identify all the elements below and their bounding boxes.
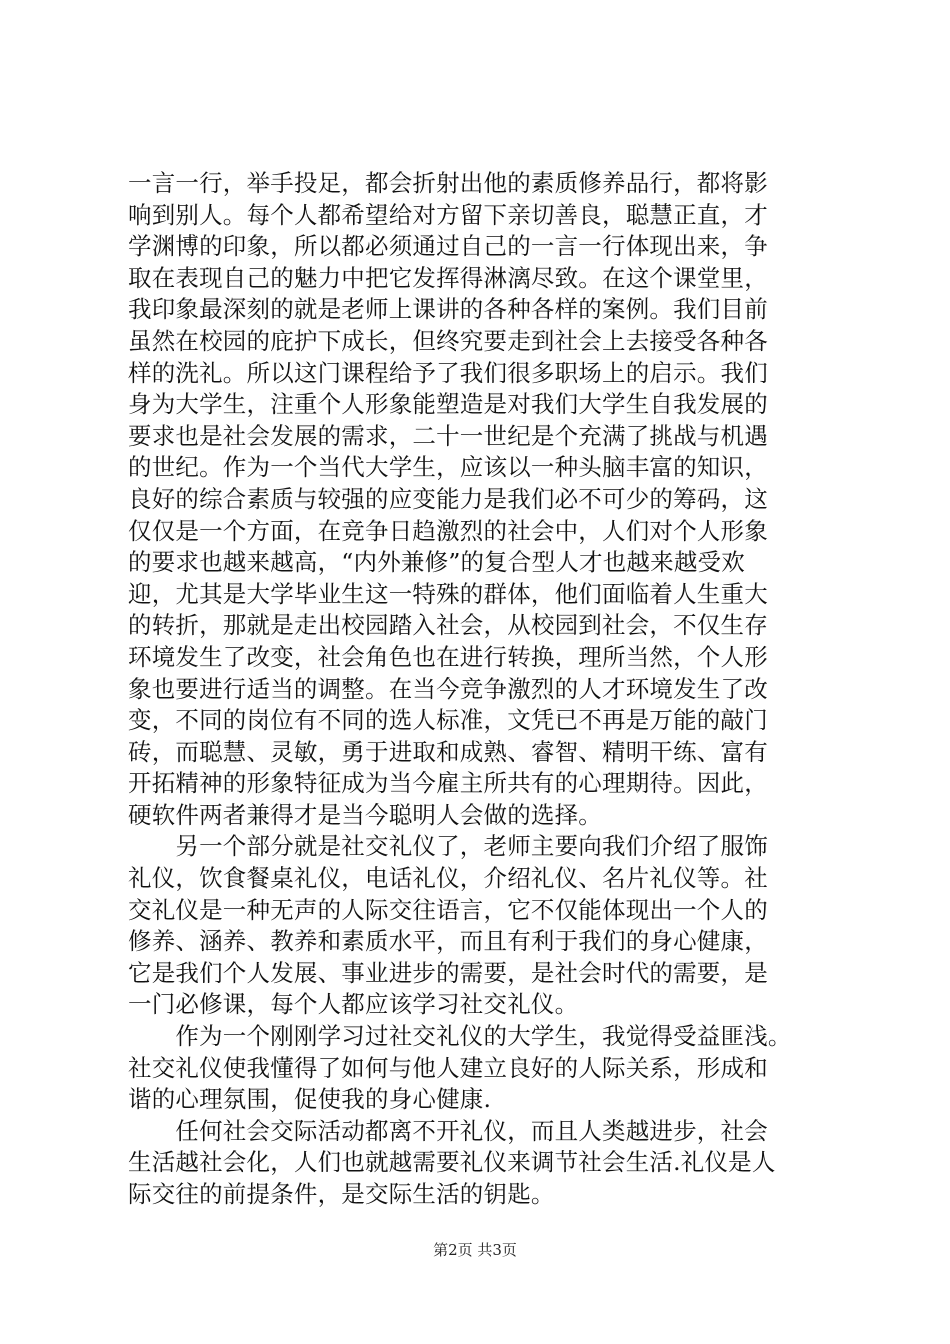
text-line: 迎，尤其是大学毕业生这一特殊的群体，他们面临着人生重大 [128, 579, 768, 608]
text-line: 仅仅是一个方面，在竞争日趋激烈的社会中，人们对个人形象 [128, 516, 768, 545]
text-line: 学渊博的印象，所以都必须通过自己的一言一行体现出来，争 [128, 232, 768, 261]
text-line: 社交礼仪使我懂得了如何与他人建立良好的人际关系，形成和 [128, 1053, 768, 1082]
text-line: 任何社会交际活动都离不开礼仪，而且人类越进步，社会 [128, 1116, 768, 1145]
text-line: 硬软件两者兼得才是当今聪明人会做的选择。 [128, 800, 602, 829]
text-line: 象也要进行适当的调整。在当今竞争激烈的人才环境发生了改 [128, 674, 768, 703]
text-line: 要求也是社会发展的需求，二十一世纪是个充满了挑战与机遇 [128, 421, 768, 450]
text-line: 修养、涵养、教养和素质水平，而且有利于我们的身心健康， [128, 927, 768, 956]
body-text [128, 168, 828, 1211]
text-line: 交礼仪是一种无声的人际交往语言，它不仅能体现出一个人的 [128, 895, 768, 924]
text-line: 响到别人。每个人都希望给对方留下亲切善良，聪慧正直，才 [128, 200, 768, 229]
text-line: 开拓精神的形象特征成为当今雇主所共有的心理期待。因此， [128, 769, 768, 798]
text-line: 另一个部分就是社交礼仪了，老师主要向我们介绍了服饰 [128, 832, 768, 861]
text-line: 际交往的前提条件，是交际生活的钥匙。 [128, 1180, 555, 1208]
text-line: 良好的综合素质与较强的应变能力是我们必不可少的筹码，这 [128, 484, 768, 513]
text-line: 的世纪。作为一个当代大学生，应该以一种头脑丰富的知识， [128, 453, 768, 482]
text-line: 一言一行，举手投足，都会折射出他的素质修养品行，都将影 [128, 169, 768, 197]
text-line: 砖，而聪慧、灵敏，勇于进取和成熟、睿智、精明干练、富有 [128, 737, 768, 766]
text-line: 我印象最深刻的就是老师上课讲的各种各样的案例。我们目前 [128, 295, 768, 324]
text-line: 的要求也越来越高，“内外兼修”的复合型人才也越来越受欢 [128, 548, 745, 577]
text-line: 取在表现自己的魅力中把它发挥得淋漓尽致。在这个课堂里， [128, 263, 768, 292]
text-line: 它是我们个人发展、事业进步的需要，是社会时代的需要，是 [128, 958, 768, 987]
text-line: 虽然在校园的庇护下成长，但终究要走到社会上去接受各种各 [128, 326, 768, 355]
text-line: 作为一个刚刚学习过社交礼仪的大学生，我觉得受益匪浅。 [128, 1022, 792, 1051]
text-line: 一门必修课，每个人都应该学习社交礼仪。 [128, 990, 579, 1019]
text-line: 变，不同的岗位有不同的选人标准，文凭已不再是万能的敲门 [128, 706, 768, 735]
page-footer: 第2页 共3页 [433, 1241, 517, 1259]
text-line: 环境发生了改变，社会角色也在进行转换，理所当然，个人形 [128, 642, 768, 671]
text-line: 生活越社会化，人们也就越需要礼仪来调节社会生活.礼仪是人 [128, 1148, 776, 1177]
text-line: 样的洗礼。所以这门课程给予了我们很多职场上的启示。我们 [128, 358, 768, 387]
text-line: 的转折，那就是走出校园踏入社会，从校园到社会，不仅生存 [128, 611, 768, 640]
text-line: 谐的心理氛围，促使我的身心健康. [128, 1085, 492, 1114]
text-line: 身为大学生，注重个人形象能塑造是对我们大学生自我发展的 [128, 390, 768, 419]
text-line: 礼仪，饮食餐桌礼仪，电话礼仪，介绍礼仪、名片礼仪等。社 [128, 864, 768, 893]
